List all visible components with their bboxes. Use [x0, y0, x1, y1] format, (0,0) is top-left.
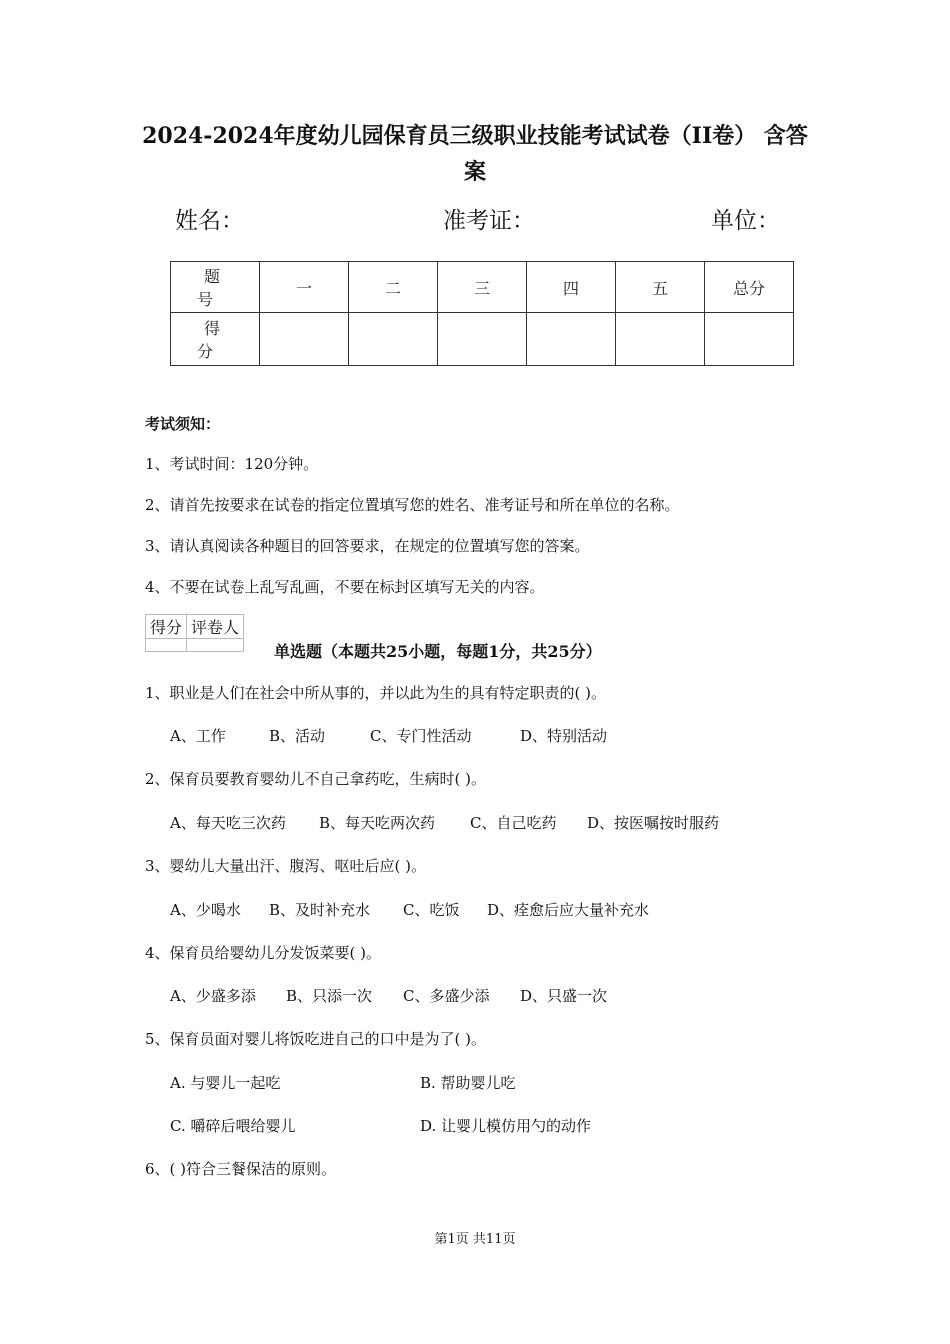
title-line-1: 2024-2024年度幼儿园保育员三级职业技能考试试卷（II卷） 含答 [142, 123, 808, 149]
header-cell: 一 [260, 262, 349, 313]
score-cell[interactable] [349, 313, 438, 366]
name-label: 姓名： [175, 208, 244, 234]
header-cell: 五 [616, 262, 705, 313]
question-option[interactable]: D. 让婴儿模仿用勺的动作 [420, 1117, 592, 1135]
score-cell[interactable] [616, 313, 705, 366]
question-option[interactable]: C. 嚼碎后喂给婴儿 [170, 1117, 296, 1135]
question-option[interactable]: A、每天吃三次药 [170, 814, 286, 832]
question-option[interactable]: A、少盛多添 [170, 987, 256, 1005]
notice-item: 4、不要在试卷上乱写乱画，不要在标封区填写无关的内容。 [145, 578, 545, 596]
notice-item: 1、考试时间：120分钟。 [145, 455, 319, 473]
question-option[interactable]: C、多盛少添 [403, 987, 490, 1005]
unit-label: 单位： [711, 208, 780, 234]
question-stem: 1、职业是人们在社会中所从事的，并以此为生的具有特定职责的( )。 [145, 684, 607, 702]
score-cell[interactable] [260, 313, 349, 366]
question-option[interactable]: D、只盛一次 [520, 987, 608, 1005]
question-stem: 5、保育员面对婴儿将饭吃进自己的口中是为了( )。 [145, 1030, 487, 1048]
notice-heading: 考试须知： [145, 415, 221, 433]
grader-box [145, 614, 244, 652]
question-option[interactable]: A、少喝水 [170, 901, 241, 919]
question-option[interactable]: C、专门性活动 [370, 727, 472, 745]
notice-item: 2、请首先按要求在试卷的指定位置填写您的姓名、准考证号和所在单位的名称。 [145, 496, 680, 514]
score-table-score-row [171, 313, 794, 366]
score-table [170, 261, 794, 366]
question-stem: 6、( )符合三餐保洁的原则。 [145, 1160, 337, 1178]
header-cell: 四 [527, 262, 616, 313]
question-stem: 3、婴幼儿大量出汗、腹泻、呕吐后应( )。 [145, 857, 427, 875]
question-option[interactable]: C、自己吃药 [470, 814, 557, 832]
grader-reviewer-label: 评卷人 [187, 615, 244, 639]
question-option[interactable]: B、及时补充水 [269, 901, 371, 919]
header-cell: 题 号 [171, 262, 260, 313]
score-table-header-row [171, 262, 794, 313]
title-line-2: 案 [463, 159, 486, 185]
grader-score-label: 得分 [146, 615, 187, 639]
question-option[interactable]: B、只添一次 [286, 987, 373, 1005]
header-cell: 总分 [705, 262, 794, 313]
question-option[interactable]: D、痊愈后应大量补充水 [487, 901, 650, 919]
question-option[interactable]: C、吃饭 [403, 901, 460, 919]
question-option[interactable]: B. 帮助婴儿吃 [420, 1074, 516, 1092]
page-footer: 第1页 共11页 [434, 1232, 516, 1247]
question-stem: 4、保育员给婴幼儿分发饭菜要( )。 [145, 944, 382, 962]
question-option[interactable]: A、工作 [170, 727, 226, 745]
question-option[interactable]: D、特别活动 [520, 727, 608, 745]
question-option[interactable]: D、按医嘱按时服药 [587, 814, 720, 832]
question-option[interactable]: A. 与婴儿一起吃 [170, 1074, 281, 1092]
notice-item: 3、请认真阅读各种题目的回答要求，在规定的位置填写您的答案。 [145, 537, 590, 555]
grader-score-cell[interactable] [146, 639, 187, 652]
question-option[interactable]: B、活动 [269, 727, 326, 745]
score-cell[interactable] [527, 313, 616, 366]
score-row-label: 得 分 [171, 313, 260, 366]
score-cell[interactable] [705, 313, 794, 366]
header-cell: 三 [438, 262, 527, 313]
question-stem: 2、保育员要教育婴幼儿不自己拿药吃，生病时( )。 [145, 770, 487, 788]
grader-reviewer-cell[interactable] [187, 639, 244, 652]
header-cell: 二 [349, 262, 438, 313]
section-title: 单选题（本题共25小题，每题1分，共25分） [274, 642, 602, 661]
score-cell[interactable] [438, 313, 527, 366]
exam-id-label: 准考证： [443, 208, 535, 234]
question-option[interactable]: B、每天吃两次药 [319, 814, 436, 832]
page-title [120, 118, 830, 190]
